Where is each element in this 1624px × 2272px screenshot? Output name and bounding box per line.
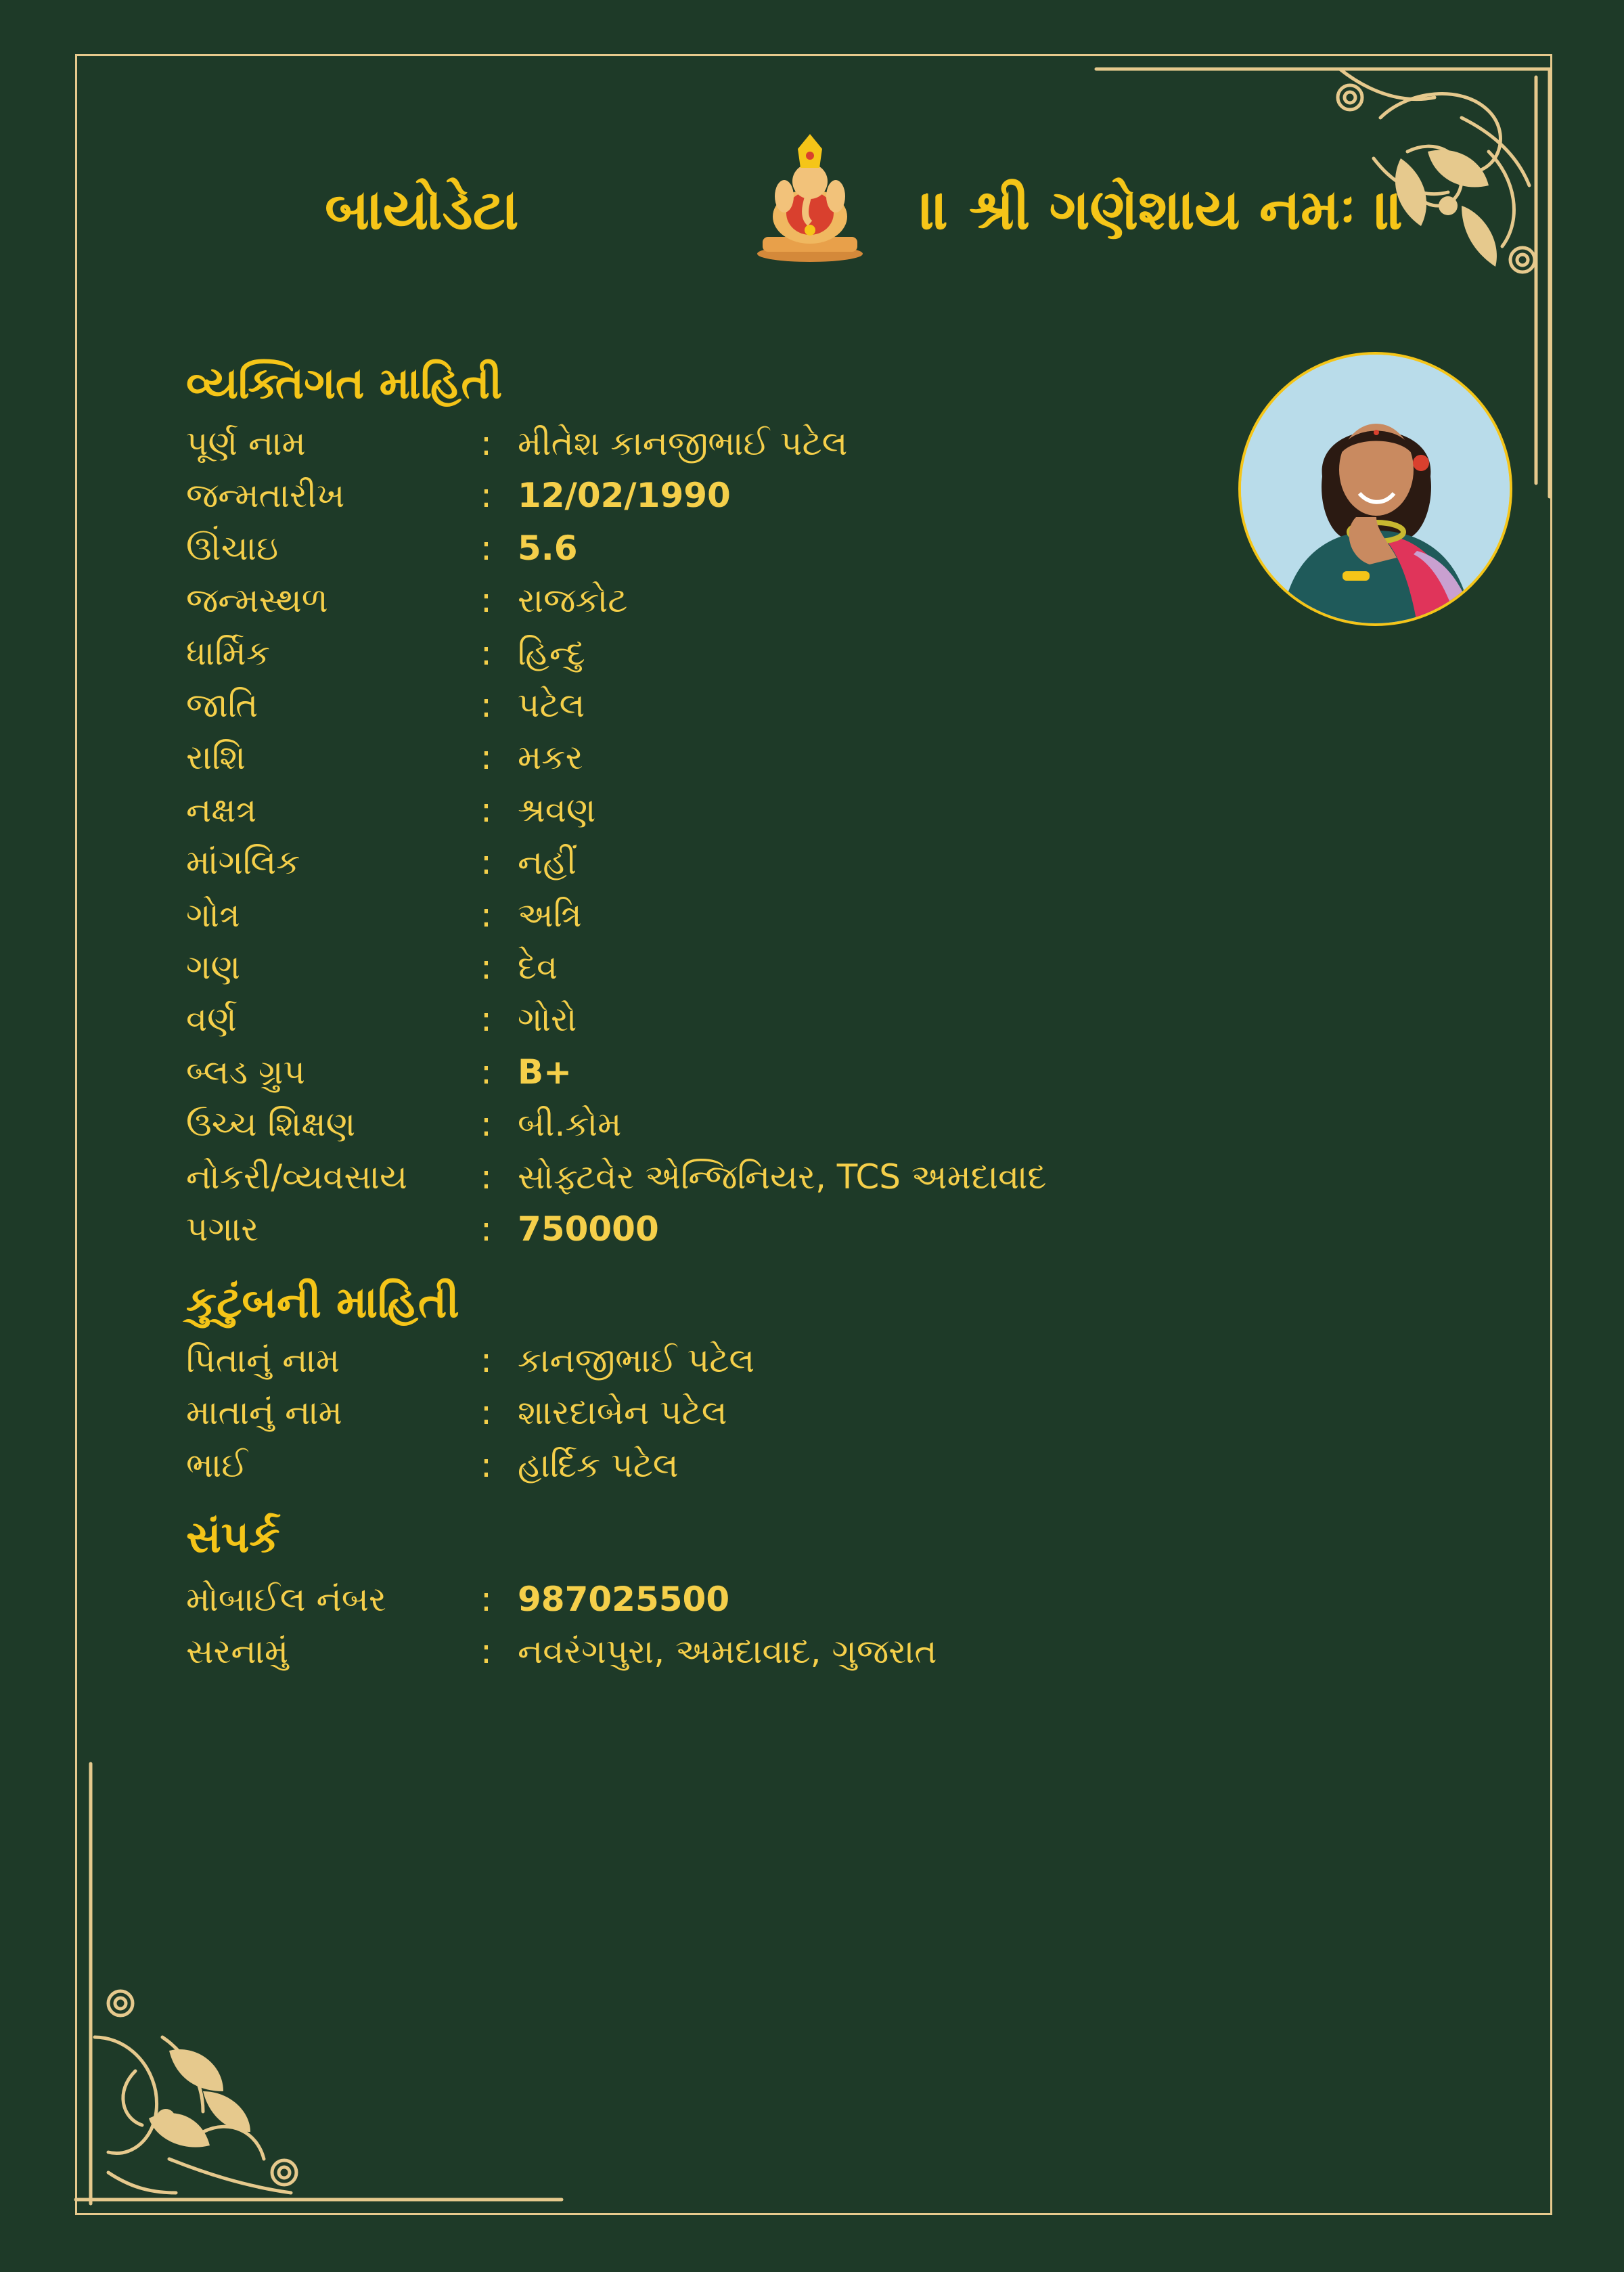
info-row: [0, 420, 1353, 467]
info-separator: :: [480, 581, 492, 621]
info-row: [0, 472, 1353, 519]
info-label: પિતાનું નામ: [186, 1341, 340, 1380]
info-separator: :: [480, 1157, 492, 1197]
info-label: જાતિ: [186, 686, 258, 725]
info-label: મોબાઈલ નંબર: [186, 1580, 386, 1619]
info-row: [0, 891, 1353, 939]
info-value: પટેલ: [518, 686, 585, 725]
info-label: ગોત્ર: [186, 895, 240, 935]
info-separator: :: [480, 528, 492, 568]
info-label: રાશિ: [186, 738, 246, 778]
info-value: 12/02/1990: [518, 476, 731, 516]
info-separator: :: [480, 686, 492, 725]
info-separator: :: [480, 1445, 492, 1485]
info-separator: :: [480, 1580, 492, 1619]
info-separator: :: [480, 424, 492, 463]
section-heading-personal: વ્યક્તિગત માહિતી: [186, 359, 503, 409]
info-label: સરનામું: [186, 1632, 289, 1672]
info-value: અત્રિ: [518, 895, 582, 935]
info-row: [0, 1153, 1353, 1201]
info-row: [0, 629, 1353, 677]
invocation-title: ॥ શ્રી ગણેશાય નમઃ ॥: [920, 178, 1405, 242]
info-label: ભાઈ: [186, 1445, 248, 1485]
info-row: [0, 1048, 1353, 1096]
info-value: B+: [518, 1052, 572, 1092]
info-value: ગોરો: [518, 1000, 577, 1040]
info-value: નહીં: [518, 843, 577, 883]
info-value: બી.કોમ: [518, 1105, 622, 1144]
info-separator: :: [480, 1632, 492, 1672]
info-value: નવરંગપુરા, અમદાવાદ, ગુજરાત: [518, 1632, 937, 1672]
corner-ornament-bottom-left: [68, 1753, 568, 2220]
info-separator: :: [480, 790, 492, 830]
section-heading-contact: સંપર્ક: [186, 1513, 280, 1563]
info-value: શ્રવણ: [518, 790, 596, 830]
info-label: માતાનું નામ: [186, 1393, 342, 1433]
info-label: જન્મસ્થળ: [186, 581, 328, 621]
info-label: માંગલિક: [186, 843, 300, 883]
info-value: 750000: [518, 1209, 659, 1249]
ganesh-idol-icon: [754, 129, 866, 264]
info-label: વર્ણ: [186, 1000, 237, 1040]
info-row: [0, 525, 1353, 572]
info-separator: :: [480, 1341, 492, 1380]
info-value: શારદાબેન પટેલ: [518, 1393, 727, 1433]
info-row: [0, 682, 1353, 729]
info-row: [0, 1337, 1353, 1384]
info-row: [0, 577, 1353, 624]
info-label: નક્ષત્ર: [186, 790, 257, 830]
info-row: [0, 1205, 1353, 1253]
info-row: [0, 1100, 1353, 1148]
info-label: ઉચ્ચ શિક્ષણ: [186, 1105, 356, 1144]
info-separator: :: [480, 895, 492, 935]
info-value: દેવ: [518, 948, 558, 987]
info-value: કાનજીભાઈ પટેલ: [518, 1341, 755, 1380]
info-row: [0, 1389, 1353, 1436]
info-row: [0, 1628, 1353, 1675]
info-value: 987025500: [518, 1580, 730, 1619]
info-label: ગણ: [186, 948, 241, 987]
info-separator: :: [480, 1052, 492, 1092]
info-value: મીતેશ કાનજીભાઈ પટેલ: [518, 424, 848, 463]
info-row: [0, 734, 1353, 781]
info-value: મકર: [518, 738, 583, 778]
info-separator: :: [480, 843, 492, 883]
info-separator: :: [480, 738, 492, 778]
info-row: [0, 839, 1353, 886]
info-separator: :: [480, 1209, 492, 1249]
info-row: [0, 943, 1353, 991]
info-value: હાર્દિક પટેલ: [518, 1445, 679, 1485]
info-label: ઊંચાઇ: [186, 528, 279, 568]
info-separator: :: [480, 948, 492, 987]
info-label: પગાર: [186, 1209, 259, 1249]
info-value: 5.6: [518, 528, 578, 568]
info-separator: :: [480, 476, 492, 516]
info-separator: :: [480, 633, 492, 673]
page-title: બાયોડેટા: [325, 178, 519, 242]
info-label: જન્મતારીખ: [186, 476, 345, 516]
info-row: [0, 1576, 1353, 1623]
info-separator: :: [480, 1105, 492, 1144]
info-row: [0, 786, 1353, 834]
info-separator: :: [480, 1000, 492, 1040]
info-row: [0, 1442, 1353, 1489]
info-value: હિન્દુ: [518, 633, 585, 673]
info-label: નોકરી/વ્યવસાય: [186, 1157, 408, 1197]
info-value: રાજકોટ: [518, 581, 628, 621]
info-label: ધાર્મિક: [186, 633, 271, 673]
info-label: બ્લડ ગ્રુપ: [186, 1052, 305, 1092]
info-separator: :: [480, 1393, 492, 1433]
info-label: પૂર્ણ નામ: [186, 424, 306, 463]
info-row: [0, 996, 1353, 1043]
info-value: સોફ્ટવેર એન્જિનિયર, TCS અમદાવાદ: [518, 1157, 1047, 1197]
section-heading-family: કુટુંબની માહિતી: [186, 1278, 459, 1328]
